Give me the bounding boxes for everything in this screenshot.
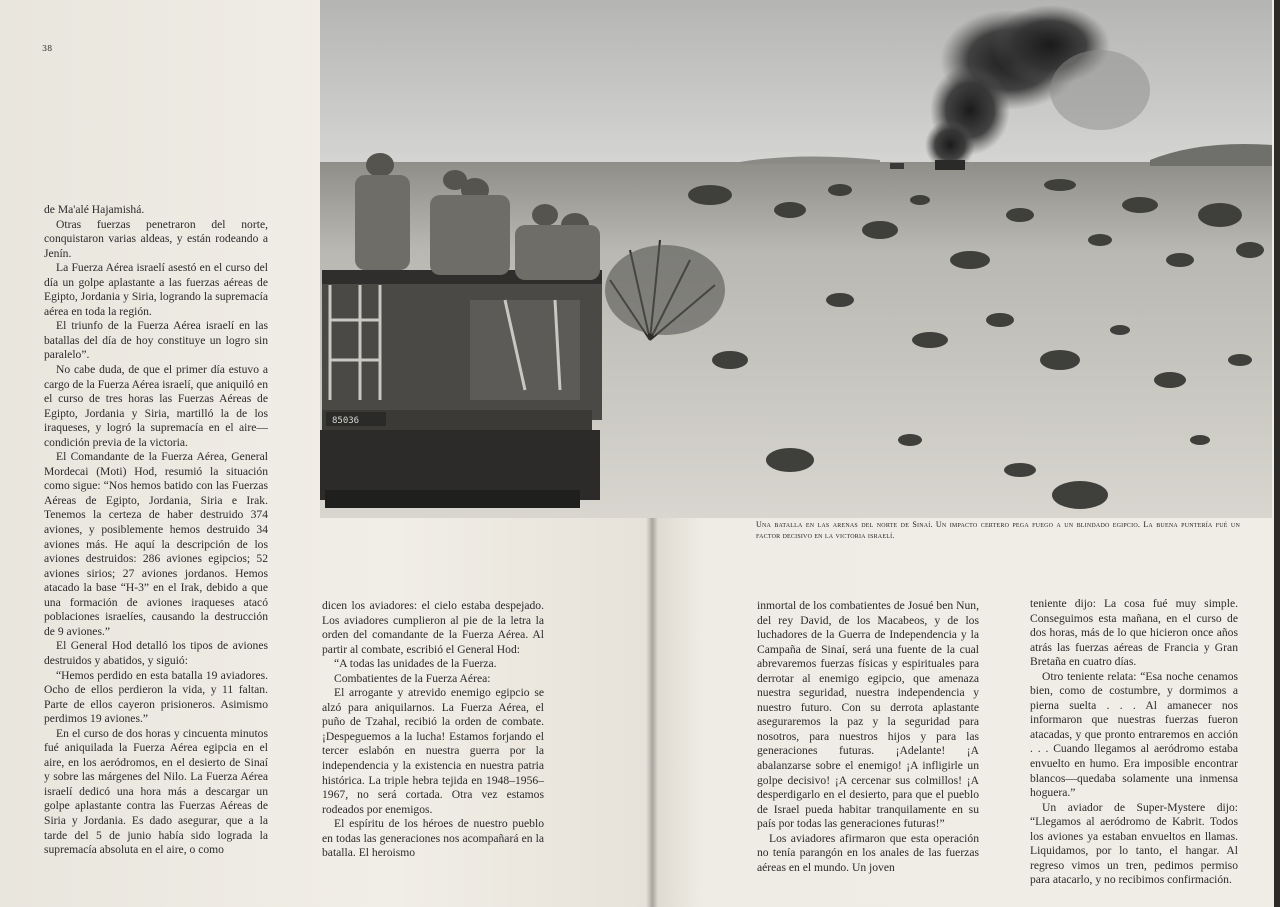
paragraph: Los aviadores afirmaron que esta operación no tenía parangón en los anales de las fuerzas aéreas en el mundo. Un joven: [757, 831, 979, 874]
paragraph: Combatientes de la Fuerza Aérea:: [334, 671, 491, 685]
paragraph: Otras fuerzas penetraron del norte, conquistaron varias aldeas, y están rodeando a Jenín.: [44, 217, 268, 260]
paragraph: El General Hod detalló los tipos de aviones destruidos y abatidos, y siguió:: [44, 639, 268, 667]
desert-battle-photo: [320, 0, 1272, 518]
paragraph: Otro teniente relata: “Esa noche cenamos bien, como de costumbre, y dormimos a pierna suelta . . . Al amanecer nos informaron que nuestras fuerzas fueron atacadas, y que pronto entraremos en acción . . . Cuando llegamos al aeródromo estaba envuelto en humo. Era imposible encontrar blancos—quedaba solamente una inmensa hoguera.”: [1030, 669, 1238, 800]
paragraph: En el curso de dos horas y cincuenta minutos fué aniquilada la Fuerza Aérea egipcia en el aire, en los aeródromos, en el desierto de Sinaí y sobre las márgenes del Nilo. La Fuerza Aérea israelí dedicó una hora más a descargar un golpe aplastante contra las Fuerzas Aéreas de Siria y Jordania. Es dado asegurar, que a la tarde del 5 de junio había sido lograda la supremacía absoluta en el aire, o como: [44, 726, 268, 857]
text-column-4: [1030, 597, 1238, 888]
text-column-1: [44, 203, 268, 858]
page-number: 38: [42, 44, 53, 53]
paragraph: El Comandante de la Fuerza Aérea, General Mordecai (Moti) Hod, resumió la situación como sigue: “Nos hemos batido con las Fuerzas Aéreas de Egipto, Jordania, Siria e Irak. Tenemos la certeza de haber destruido 374 aviones, y posiblemente hemos destruido 34 aviones más. He aquí la descripción de los aviones destruidos: 286 aviones egipcios; 52 aviones sirios; 27 aviones jordanos. Hemos atacado la base “H-3” en el Irak, debido a que una formación de aviones iraqueses atacó poblaciones israelíes, causando la destrucción de 9 aviones.”: [44, 450, 268, 638]
paragraph: inmortal de los combatientes de Josué ben Nun, del rey David, de los Macabeos, y de los luchadores de la Guerra de Independencia y la Campaña de Sinaí, será una fuente de la cual abrevaremos fuerzas físicas y espirituales para derrotar al enemigo egipcio, que amenaza nuestra seguridad, nuestra independencia y nuestro futuro. Con su derrota aplastante aseguraremos la paz y la seguridad para nosotros, para nuestros hijos y para las generaciones futuras. ¡Adelante! ¡A abalanzarse sobre el enemigo! ¡A infligirle un golpe decisivo! ¡A cercenar sus colmillos! ¡A desperdigarlo en el desierto, para que el pueblo de Israel pueda habitar tranquilamente en su país por todas las generaciones futuras!”: [757, 599, 979, 831]
paragraph: dicen los aviadores: el cielo estaba despejado. Los aviadores cumplieron al pie de la letra la orden del comandante de la Fuerza Aérea. Al partir al combate, escribió el General Hod:: [322, 599, 544, 656]
paragraph: El triunfo de la Fuerza Aérea israelí en las batallas del día de hoy constituye un logro sin paralelo”.: [44, 319, 268, 362]
text-column-3: [757, 599, 979, 875]
paragraph: No cabe duda, de que el primer día estuvo a cargo de la Fuerza Aérea israelí, que aniquiló en el curso de tres horas las Fuerzas Aéreas de Egipto, Jordania y Siria, martilló la de los iraqueses, y logró la supremacía en el aire—condición previa de la victoria.: [44, 363, 268, 449]
photo-illustration: [320, 0, 1272, 518]
paragraph: La Fuerza Aérea israelí asestó en el curso del día un golpe aplastante a las fuerzas aéreas de Egipto, Jordania y Siria, logrando la supremacía aérea en toda la región.: [44, 261, 268, 318]
text-column-2: [322, 599, 544, 861]
paragraph: teniente dijo: La cosa fué muy simple. Conseguimos esta mañana, en el curso de dos horas, más de lo que hicieron once años atrás las fuerzas aéreas de Francia y Gran Bretaña en cuatro días.: [1030, 597, 1238, 669]
paragraph: Un aviador de Super-Mystere dijo: “Llegamos al aeródromo de Kabrit. Todos los aviones ya estaban envueltos en llamas. Liquidamos, por lo tanto, el hangar. Al regreso vimos un tren, pedimos permiso para atacarlo, y no recibimos confirmación.: [1030, 800, 1238, 887]
vehicle-plate: 85036: [332, 416, 360, 426]
paragraph: El espíritu de los héroes de nuestro pueblo en todas las generaciones nos acompañará en la batalla. El heroismo: [322, 817, 544, 860]
paragraph: El arrogante y atrevido enemigo egipcio se alzó para aniquilarnos. La Fuerza Aérea, el puño de Tzahal, recibió la orden de combate. ¡Despeguemos a la lucha! Estamos forjando el tercer eslabón en nuestra guerra por la independencia y la existencia en nuestra patria histórica. La triple hebra tejida en 1948–1956–1967, no será cortada. Otra vez estamos rodeados por enemigos.: [322, 686, 544, 816]
photo-caption: Una batalla en las arenas del norte de Sinaí. Un impacto certero pega fuego a un blindado egipcio. La buena puntería fué un factor decisivo en la victoria israelí.: [756, 520, 1240, 540]
paragraph: “A todas las unidades de la Fuerza.: [334, 657, 497, 671]
paragraph: “Hemos perdido en esta batalla 19 aviadores. Ocho de ellos perdieron la vida, y 11 faltan. Parte de ellos cayeron prisioneros. Asimismo perdimos 19 aviones.”: [44, 668, 268, 726]
paragraph: de Ma'alé Hajamishá.: [44, 203, 145, 216]
